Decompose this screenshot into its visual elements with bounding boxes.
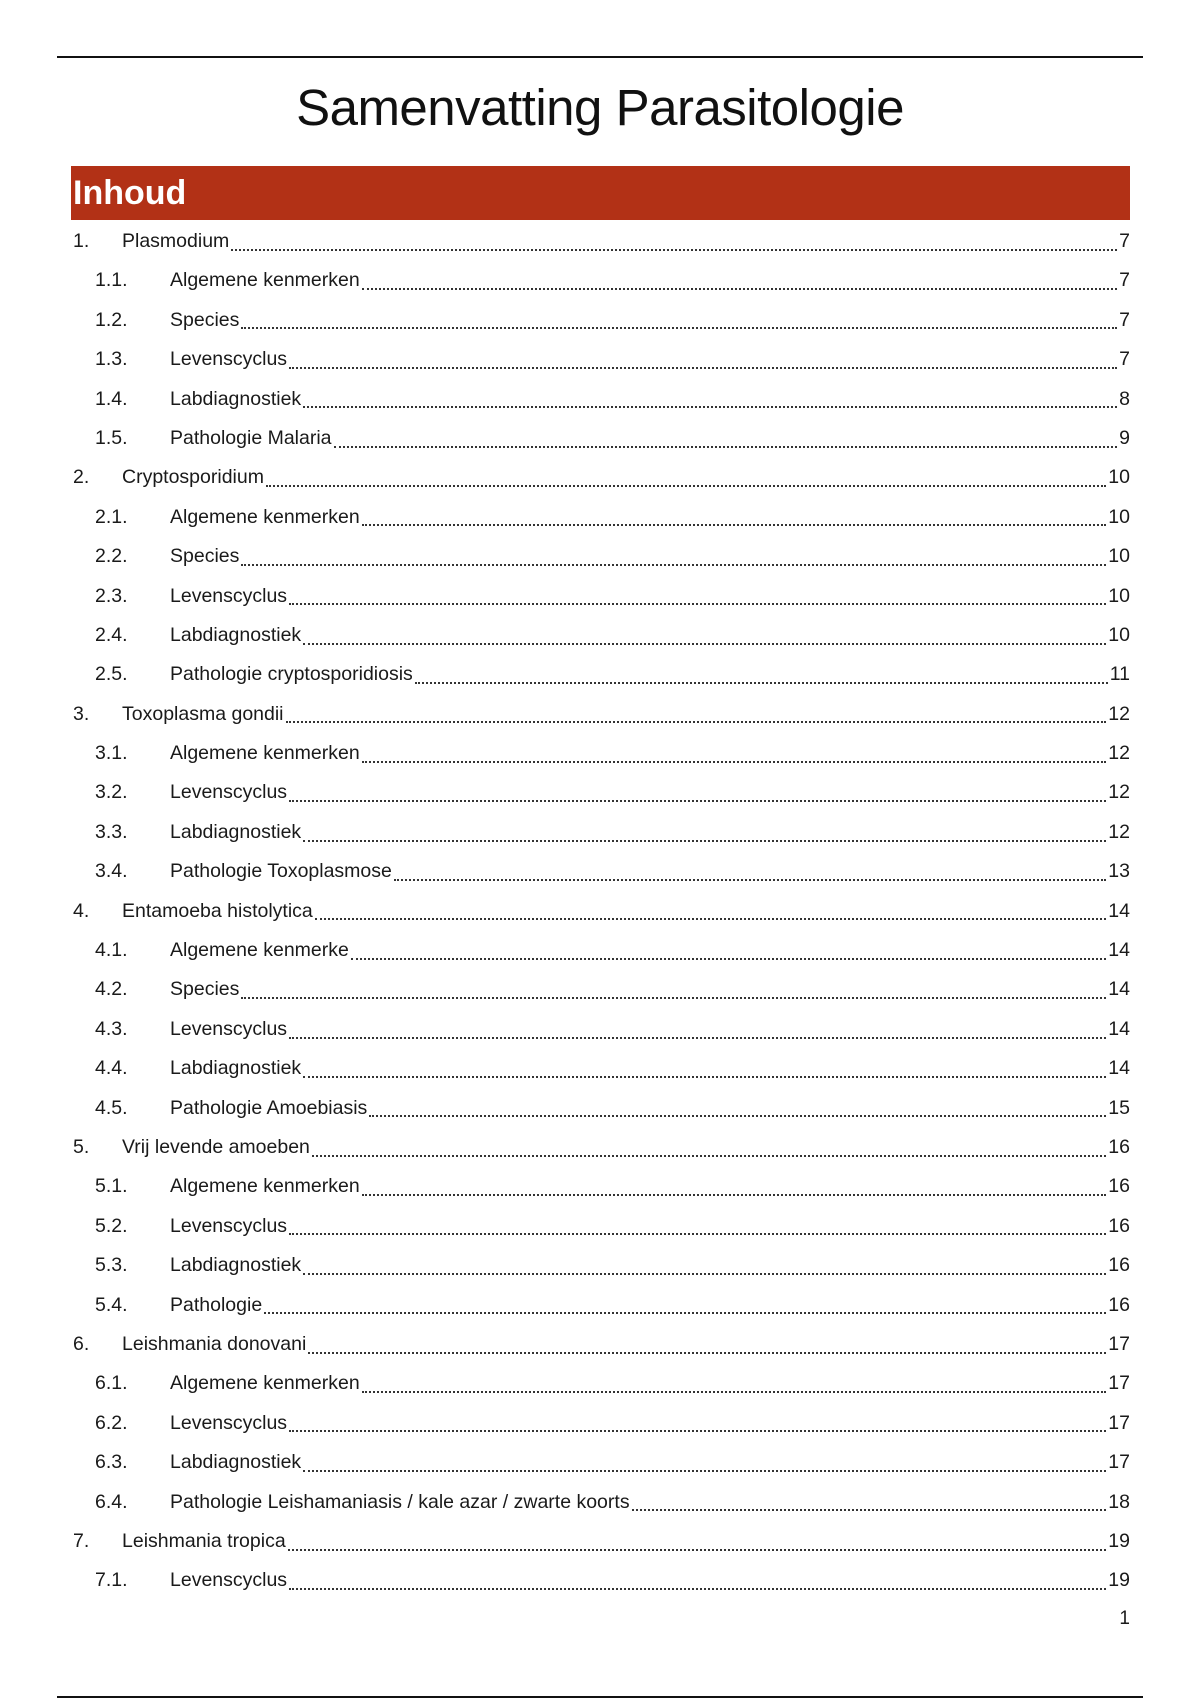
- toc-dot-leader: [231, 249, 1117, 251]
- toc-entry-page[interactable]: 12: [1108, 820, 1130, 843]
- toc-entry-number: 2.: [73, 466, 90, 489]
- toc-entry[interactable]: [73, 852, 1130, 891]
- toc-entry-page[interactable]: 7: [1119, 348, 1130, 371]
- toc-entry-page[interactable]: 18: [1108, 1490, 1130, 1513]
- toc-dot-leader: [289, 367, 1117, 369]
- toc-entry-number: 6.: [73, 1332, 90, 1355]
- toc-entry-page[interactable]: 17: [1108, 1451, 1130, 1474]
- toc-dot-leader: [394, 879, 1106, 881]
- toc-entry[interactable]: [73, 1364, 1130, 1403]
- toc-dot-leader: [289, 1430, 1106, 1432]
- toc-dot-leader: [303, 1470, 1106, 1472]
- toc-entry-label[interactable]: Levenscyclus: [170, 584, 288, 607]
- toc-entry-label[interactable]: Pathologie Malaria: [170, 426, 332, 449]
- toc-dot-leader: [289, 1233, 1106, 1235]
- toc-entry-number: 5.4.: [95, 1293, 128, 1316]
- toc-entry-number: 1.5.: [95, 426, 128, 449]
- toc-entry-label[interactable]: Levenscyclus: [170, 1569, 288, 1592]
- toc-dot-leader: [289, 603, 1106, 605]
- toc-dot-leader: [334, 446, 1118, 448]
- toc-entry-label[interactable]: Algemene kenmerken: [170, 505, 360, 528]
- toc-entry-number: 7.: [73, 1529, 90, 1552]
- toc-entry[interactable]: [73, 1404, 1130, 1443]
- toc-entry-label[interactable]: Labdiagnostiek: [170, 1057, 302, 1080]
- toc-dot-leader: [289, 1037, 1106, 1039]
- toc-entry-page[interactable]: 10: [1108, 584, 1130, 607]
- toc-dot-leader: [415, 682, 1108, 684]
- toc-entry-label[interactable]: Algemene kenmerken: [170, 742, 360, 765]
- toc-entry-page[interactable]: 17: [1108, 1411, 1130, 1434]
- toc-entry-label[interactable]: Labdiagnostiek: [170, 820, 302, 843]
- toc-entry-label[interactable]: Algemene kenmerken: [170, 269, 360, 292]
- toc-entry[interactable]: [73, 380, 1130, 419]
- toc-entry-page[interactable]: 11: [1109, 663, 1130, 686]
- toc-entry-number: 3.3.: [95, 820, 128, 843]
- toc-entry-label[interactable]: Leishmania tropica: [122, 1529, 286, 1552]
- toc-entry-number: 6.3.: [95, 1451, 128, 1474]
- toc-entry[interactable]: [73, 970, 1130, 1009]
- toc-entry-label[interactable]: Cryptosporidium: [122, 466, 264, 489]
- toc-entry-number: 3.4.: [95, 860, 128, 883]
- toc-entry[interactable]: [73, 695, 1130, 734]
- toc-entry[interactable]: [73, 616, 1130, 655]
- toc-entry[interactable]: [73, 931, 1130, 970]
- toc-entry-number: 4.1.: [95, 939, 128, 962]
- toc-entry-number: 7.1.: [95, 1569, 128, 1592]
- toc-entry[interactable]: [73, 1246, 1130, 1285]
- toc-entry-page[interactable]: 14: [1108, 939, 1130, 962]
- toc-entry-label[interactable]: Levenscyclus: [170, 1411, 288, 1434]
- toc-dot-leader: [303, 406, 1117, 408]
- toc-dot-leader: [241, 564, 1106, 566]
- toc-dot-leader: [362, 1194, 1107, 1196]
- toc-entry[interactable]: [73, 734, 1130, 773]
- toc-dot-leader: [362, 288, 1117, 290]
- header-rule: [57, 56, 1143, 58]
- toc-entry[interactable]: [73, 301, 1130, 340]
- table-of-contents: [73, 222, 1130, 1601]
- toc-entry-page[interactable]: 17: [1108, 1372, 1130, 1395]
- toc-entry-label[interactable]: Leishmania donovani: [122, 1332, 307, 1355]
- toc-entry[interactable]: [73, 419, 1130, 458]
- toc-entry-page[interactable]: 12: [1108, 781, 1130, 804]
- toc-entry-number: 2.5.: [95, 663, 128, 686]
- toc-entry-number: 5.3.: [95, 1254, 128, 1277]
- toc-dot-leader: [266, 485, 1106, 487]
- toc-entry-page[interactable]: 14: [1108, 978, 1130, 1001]
- footer-rule: [57, 1696, 1143, 1698]
- toc-entry-number: 5.: [73, 1135, 90, 1158]
- toc-dot-leader: [241, 327, 1117, 329]
- toc-entry-number: 1.4.: [95, 387, 128, 410]
- toc-dot-leader: [289, 800, 1106, 802]
- toc-entry-label[interactable]: Entamoeba histolytica: [122, 899, 313, 922]
- toc-dot-leader: [289, 1588, 1106, 1590]
- toc-entry[interactable]: [73, 537, 1130, 576]
- toc-entry-label[interactable]: Species: [170, 978, 240, 1001]
- toc-entry-number: 3.1.: [95, 742, 128, 765]
- toc-entry-page[interactable]: 16: [1108, 1254, 1130, 1277]
- toc-entry-page[interactable]: 16: [1108, 1135, 1130, 1158]
- document-title: Samenvatting Parasitologie: [296, 79, 904, 136]
- toc-entry[interactable]: [73, 892, 1130, 931]
- toc-dot-leader: [362, 524, 1107, 526]
- toc-entry-page[interactable]: 10: [1108, 623, 1130, 646]
- toc-entry-page[interactable]: 13: [1108, 860, 1130, 883]
- toc-entry-label[interactable]: Levenscyclus: [170, 1214, 288, 1237]
- toc-entry-label[interactable]: Levenscyclus: [170, 1017, 288, 1040]
- toc-entry-page[interactable]: 10: [1108, 466, 1130, 489]
- toc-entry-page[interactable]: 16: [1108, 1175, 1130, 1198]
- toc-dot-leader: [351, 958, 1106, 960]
- toc-entry-number: 4.3.: [95, 1017, 128, 1040]
- toc-dot-leader: [264, 1312, 1106, 1314]
- toc-dot-leader: [303, 1273, 1106, 1275]
- toc-dot-leader: [315, 918, 1107, 920]
- toc-entry-page[interactable]: 12: [1108, 742, 1130, 765]
- toc-entry[interactable]: [73, 655, 1130, 694]
- toc-entry-page[interactable]: 14: [1108, 1017, 1130, 1040]
- toc-entry-label[interactable]: Labdiagnostiek: [170, 1254, 302, 1277]
- toc-dot-leader: [303, 1076, 1106, 1078]
- toc-entry-label[interactable]: Levenscyclus: [170, 348, 288, 371]
- toc-dot-leader: [312, 1155, 1106, 1157]
- toc-entry-page[interactable]: 7: [1119, 308, 1130, 331]
- toc-entry[interactable]: [73, 1522, 1130, 1561]
- toc-entry-label[interactable]: Species: [170, 308, 240, 331]
- toc-entry-page[interactable]: 9: [1119, 426, 1130, 449]
- toc-entry-page[interactable]: 10: [1108, 545, 1130, 568]
- toc-entry-page[interactable]: 17: [1108, 1332, 1130, 1355]
- toc-entry-number: 6.1.: [95, 1372, 128, 1395]
- toc-entry[interactable]: [73, 261, 1130, 300]
- toc-entry-number: 3.2.: [95, 781, 128, 804]
- toc-entry-page[interactable]: 8: [1119, 387, 1130, 410]
- toc-dot-leader: [362, 761, 1107, 763]
- toc-entry-page[interactable]: 10: [1108, 505, 1130, 528]
- toc-dot-leader: [303, 643, 1106, 645]
- toc-entry-page[interactable]: 14: [1108, 899, 1130, 922]
- toc-entry[interactable]: [73, 1049, 1130, 1088]
- toc-entry[interactable]: [73, 340, 1130, 379]
- toc-entry-label[interactable]: Pathologie Amoebiasis: [170, 1096, 368, 1119]
- toc-entry-number: 1.2.: [95, 308, 128, 331]
- toc-entry-number: 1.3.: [95, 348, 128, 371]
- toc-entry[interactable]: [73, 498, 1130, 537]
- toc-entry[interactable]: [73, 1167, 1130, 1206]
- toc-entry-number: 4.2.: [95, 978, 128, 1001]
- toc-entry-number: 5.2.: [95, 1214, 128, 1237]
- toc-entry-page[interactable]: 19: [1108, 1569, 1130, 1592]
- toc-entry-label[interactable]: Vrij levende amoeben: [122, 1135, 310, 1158]
- toc-dot-leader: [288, 1549, 1107, 1551]
- toc-entry-number: 6.2.: [95, 1411, 128, 1434]
- toc-entry-label[interactable]: Plasmodium: [122, 230, 230, 252]
- toc-entry-label[interactable]: Algemene kenmerken: [170, 1372, 360, 1395]
- toc-entry[interactable]: [73, 222, 1130, 261]
- toc-entry-label[interactable]: Toxoplasma gondii: [122, 702, 284, 725]
- toc-entry-number: 6.4.: [95, 1490, 128, 1513]
- toc-entry-page[interactable]: 16: [1108, 1293, 1130, 1316]
- toc-entry-number: 4.: [73, 899, 90, 922]
- toc-heading: Inhoud: [71, 166, 1130, 220]
- toc-entry[interactable]: [73, 813, 1130, 852]
- toc-dot-leader: [303, 840, 1106, 842]
- toc-entry[interactable]: [73, 1561, 1130, 1600]
- toc-entry-label[interactable]: Labdiagnostiek: [170, 623, 302, 646]
- toc-dot-leader: [362, 1391, 1107, 1393]
- toc-entry-label[interactable]: Species: [170, 545, 240, 568]
- toc-entry-page[interactable]: 19: [1108, 1529, 1130, 1552]
- toc-entry-label[interactable]: Pathologie Leishamaniasis / kale azar / zwarte koorts: [170, 1490, 630, 1513]
- toc-entry-number: 1.: [73, 230, 90, 252]
- toc-entry-page[interactable]: 15: [1108, 1096, 1130, 1119]
- toc-entry[interactable]: [73, 1483, 1130, 1522]
- toc-dot-leader: [369, 1115, 1106, 1117]
- toc-entry-label[interactable]: Pathologie: [170, 1293, 263, 1316]
- toc-entry-page[interactable]: 12: [1108, 702, 1130, 725]
- toc-entry[interactable]: [73, 1010, 1130, 1049]
- toc-entry-number: 4.5.: [95, 1096, 128, 1119]
- toc-entry[interactable]: [73, 773, 1130, 812]
- toc-entry-number: 3.: [73, 702, 90, 725]
- toc-entry-label[interactable]: Algemene kenmerke: [170, 939, 349, 962]
- toc-entry[interactable]: [73, 1089, 1130, 1128]
- toc-entry-label[interactable]: Levenscyclus: [170, 781, 288, 804]
- toc-dot-leader: [286, 721, 1107, 723]
- toc-entry[interactable]: [73, 1443, 1130, 1482]
- toc-entry-number: 2.4.: [95, 623, 128, 646]
- toc-entry-label[interactable]: Pathologie Toxoplasmose: [170, 860, 392, 883]
- toc-entry-number: 4.4.: [95, 1057, 128, 1080]
- toc-entry-number: 1.1.: [95, 269, 128, 292]
- toc-entry-label[interactable]: Algemene kenmerken: [170, 1175, 360, 1198]
- toc-entry-label[interactable]: Pathologie cryptosporidiosis: [170, 663, 413, 686]
- toc-entry[interactable]: [73, 458, 1130, 497]
- toc-entry-page[interactable]: 7: [1119, 269, 1130, 292]
- toc-entry-page[interactable]: 7: [1119, 230, 1130, 252]
- toc-entry-number: 2.3.: [95, 584, 128, 607]
- toc-entry-page[interactable]: 14: [1108, 1057, 1130, 1080]
- toc-entry-label[interactable]: Labdiagnostiek: [170, 387, 302, 410]
- toc-entry[interactable]: [73, 1207, 1130, 1246]
- toc-dot-leader: [632, 1509, 1107, 1511]
- toc-dot-leader: [308, 1352, 1106, 1354]
- toc-entry-number: 2.1.: [95, 505, 128, 528]
- toc-entry[interactable]: [73, 577, 1130, 616]
- toc-entry[interactable]: [73, 1128, 1130, 1167]
- toc-entry-page[interactable]: 16: [1108, 1214, 1130, 1237]
- toc-entry[interactable]: [73, 1286, 1130, 1325]
- toc-entry[interactable]: [73, 1325, 1130, 1364]
- toc-entry-label[interactable]: Labdiagnostiek: [170, 1451, 302, 1474]
- toc-entry-number: 2.2.: [95, 545, 128, 568]
- toc-dot-leader: [241, 997, 1106, 999]
- page-number: 1: [1119, 1608, 1130, 1629]
- toc-entry-number: 5.1.: [95, 1175, 128, 1198]
